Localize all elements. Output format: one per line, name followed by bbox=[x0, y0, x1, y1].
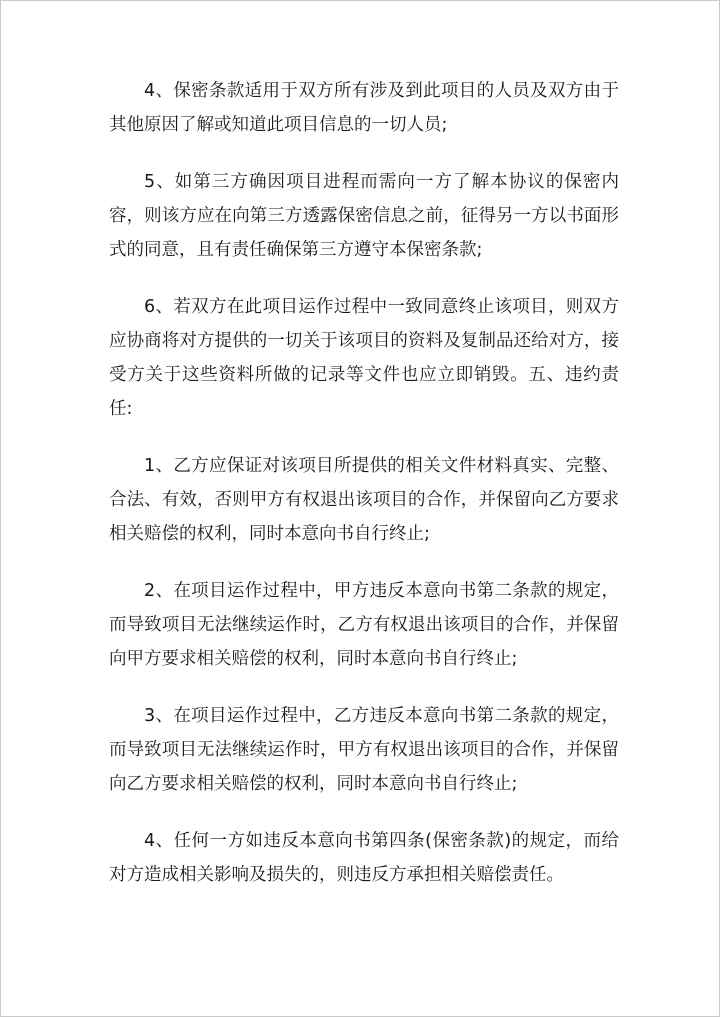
paragraph-liability-1: 1、乙方应保证对该项目所提供的相关文件材料真实、完整、合法、有效，否则甲方有权退出该项目的合作，并保留向乙方要求相关赔偿的权利，同时本意向书自行终止; bbox=[109, 456, 619, 544]
document-body bbox=[109, 74, 619, 915]
paragraph-liability-4: 4、任何一方如违反本意向书第四条(保密条款)的规定，而给对方造成相关影响及损失的，则违反方承担相关赔偿责任。 bbox=[109, 831, 619, 885]
paragraph-confidentiality-5: 5、如第三方确因项目进程而需向一方了解本协议的保密内容，则该方应在向第三方透露保密信息之前，征得另一方以书面形式的同意，且有责任确保第三方遵守本保密条款; bbox=[109, 172, 619, 260]
paragraph-confidentiality-4: 4、保密条款适用于双方所有涉及到此项目的人员及双方由于其他原因了解或知道此项目信息的一切人员; bbox=[109, 81, 619, 135]
paragraph-liability-3: 3、在项目运作过程中，乙方违反本意向书第二条款的规定，而导致项目无法继续运作时，甲方有权退出该项目的合作，并保留向乙方要求相关赔偿的权利，同时本意向书自行终止; bbox=[109, 706, 619, 794]
paragraph-liability-2: 2、在项目运作过程中，甲方违反本意向书第二条款的规定，而导致项目无法继续运作时，乙方有权退出该项目的合作，并保留向甲方要求相关赔偿的权利，同时本意向书自行终止; bbox=[109, 581, 619, 669]
paragraph-confidentiality-6: 6、若双方在此项目运作过程中一致同意终止该项目，则双方应协商将对方提供的一切关于该项目的资料及复制品还给对方，接受方关于这些资料所做的记录等文件也应立即销毁。五、违约责任: bbox=[109, 297, 619, 419]
